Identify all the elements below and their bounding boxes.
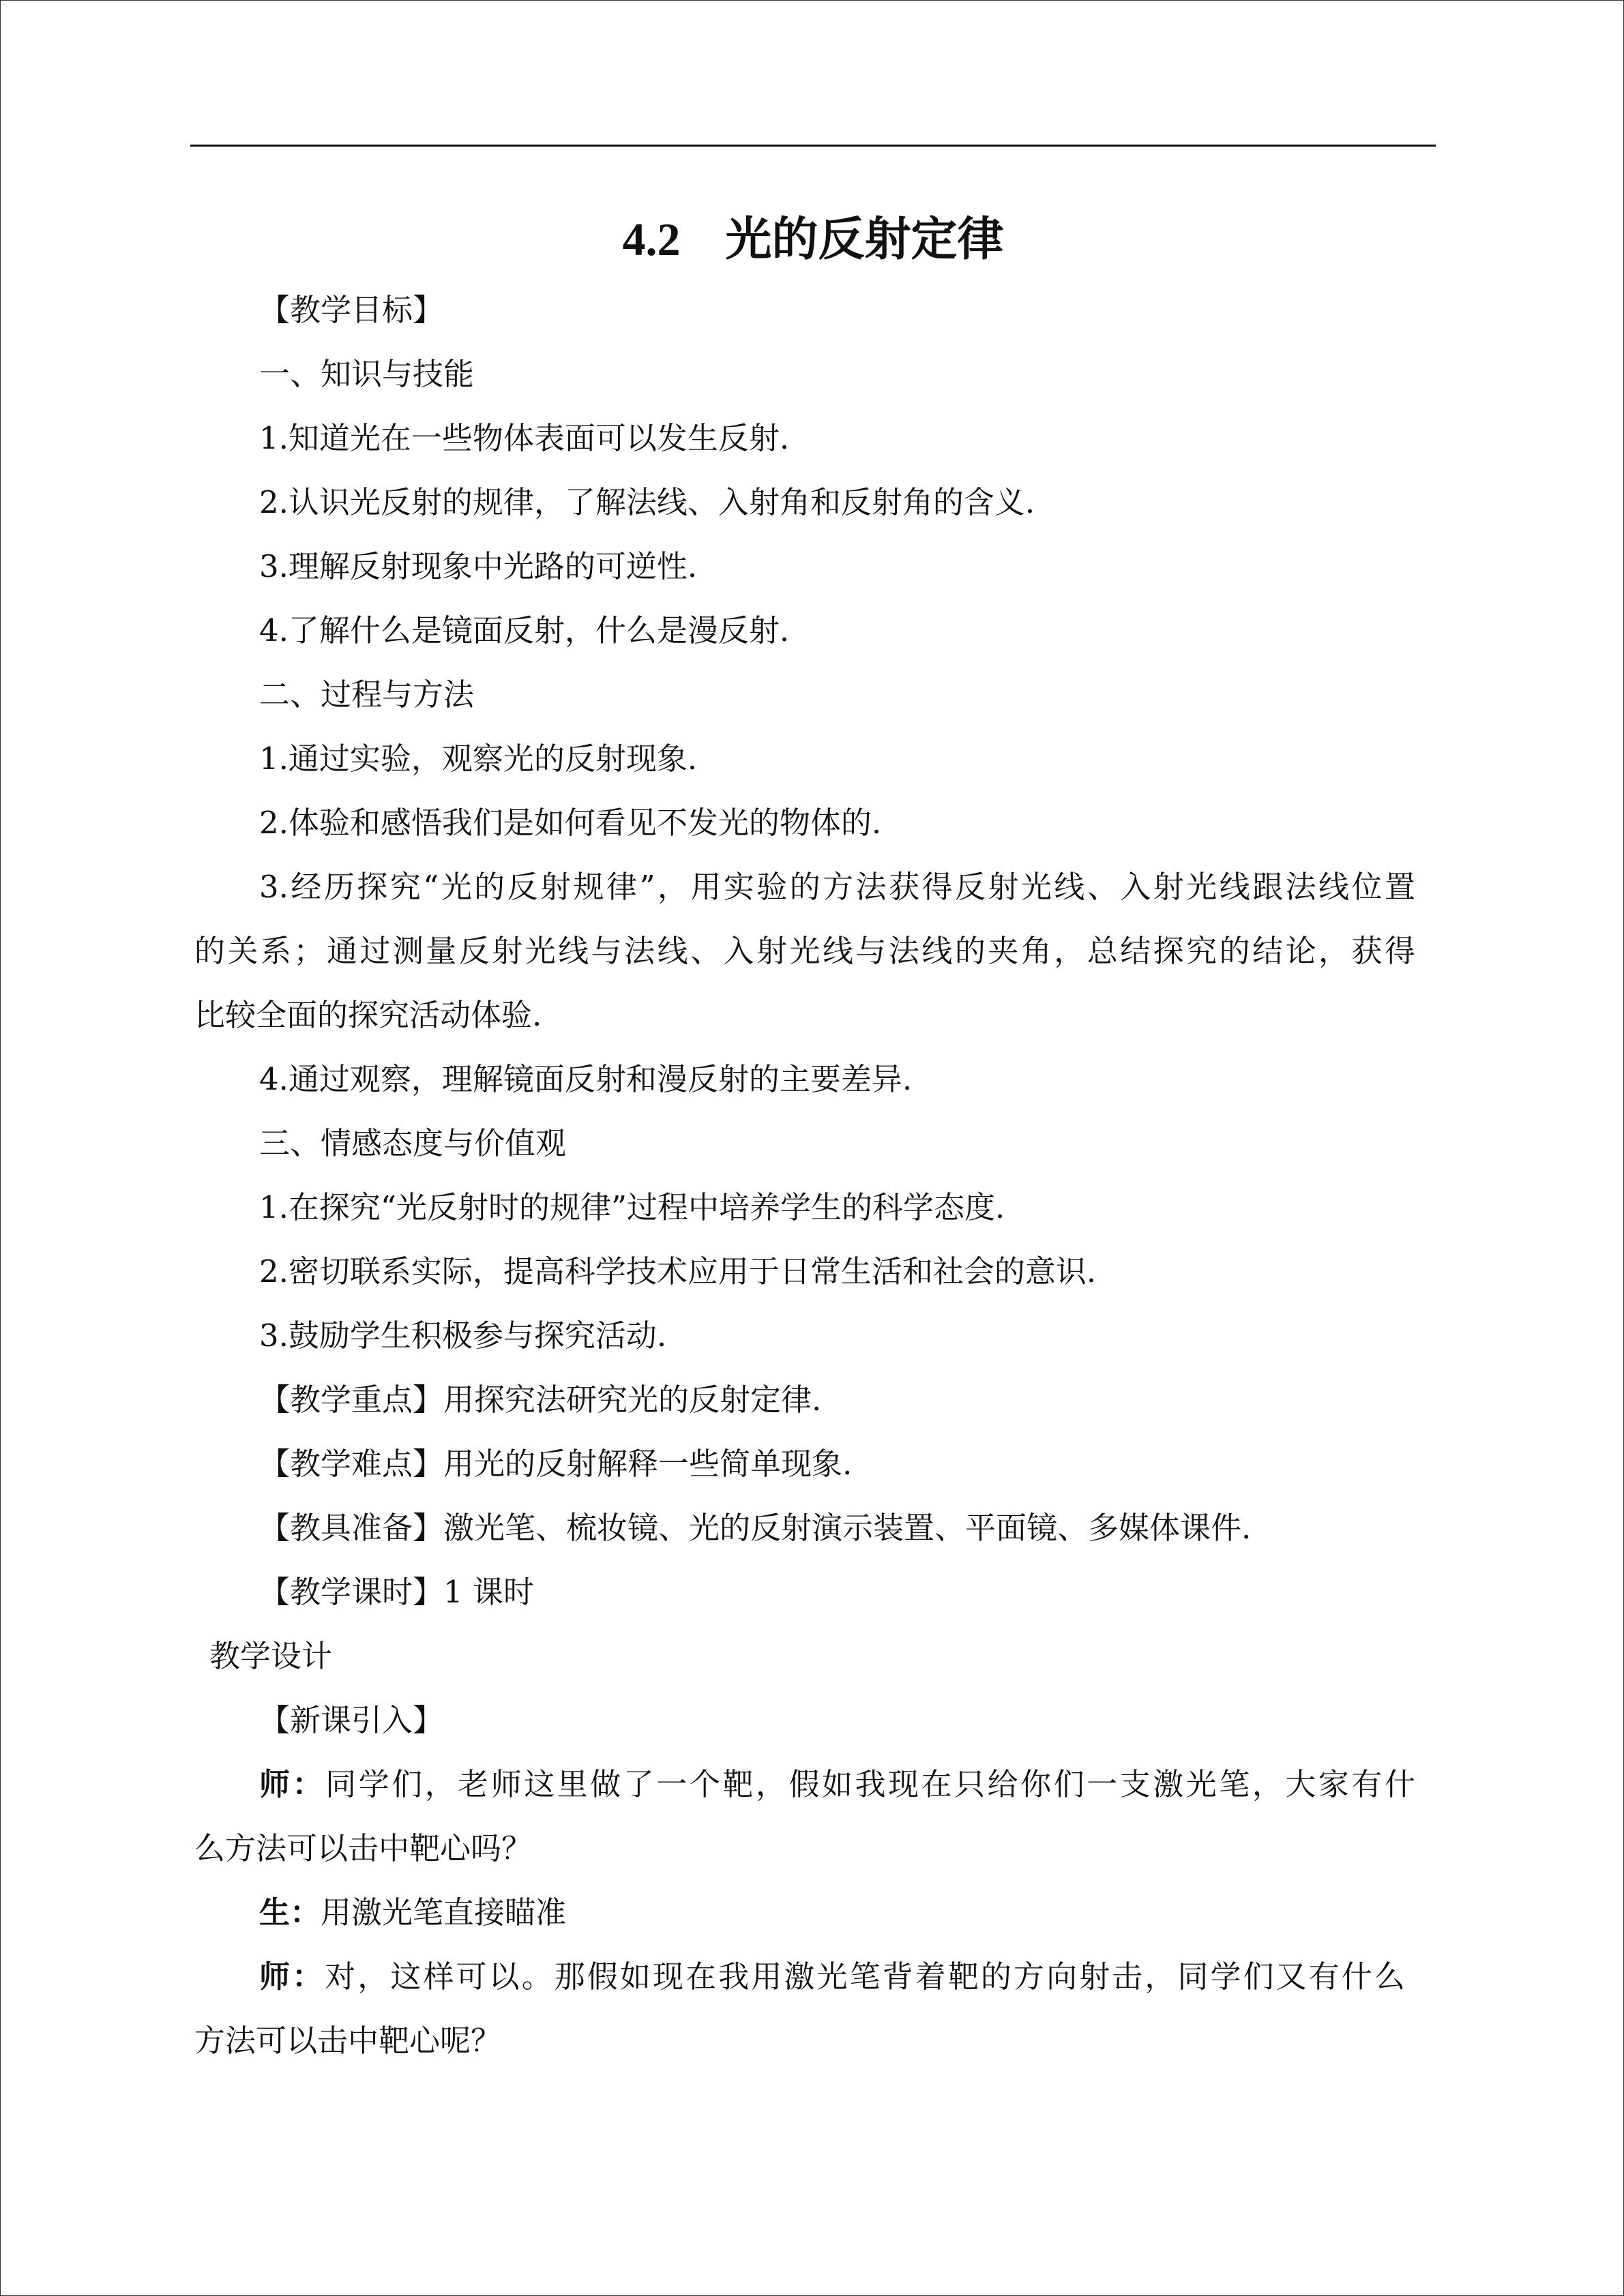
teacher-line-1-cont: 么方法可以击中靶心吗？ — [194, 1830, 533, 1866]
intro-heading: 【新课引入】 — [259, 1702, 444, 1738]
section1-heading: 一、知识与技能 — [259, 356, 475, 392]
materials: 【教具准备】激光笔、梳妆镜、光的反射演示装置、平面镜、多媒体课件. — [259, 1510, 1252, 1546]
teacher-speaker: 师： — [259, 1766, 326, 1802]
s1-item-3: 3.理解反射现象中光路的可逆性. — [259, 548, 698, 584]
s2-item-1: 1.通过实验，观察光的反射现象. — [259, 741, 698, 777]
s3-item-1: 1.在探究“光反射时的规律”过程中培养学生的科学态度. — [259, 1189, 1005, 1225]
s2-item-3-line-3: 比较全面的探究活动体验. — [194, 997, 542, 1033]
s3-item-2: 2.密切联系实际，提高科学技术应用于日常生活和社会的意识. — [259, 1253, 1097, 1289]
design-heading: 教学设计 — [209, 1638, 333, 1674]
s3-item-3: 3.鼓励学生积极参与探究活动. — [259, 1317, 667, 1354]
student-text-1: 用激光笔直接瞄准 — [321, 1894, 567, 1930]
section3-heading: 三、情感态度与价值观 — [259, 1125, 567, 1161]
key-point: 【教学重点】用探究法研究光的反射定律. — [259, 1382, 822, 1418]
teacher-line-2-cont: 方法可以击中靶心呢？ — [194, 2023, 502, 2059]
teacher-text-1: 同学们，老师这里做了一个靶，假如我现在只给你们一支激光笔，大家有什 — [325, 1766, 1415, 1802]
s1-item-1: 1.知道光在一些物体表面可以发生反射. — [259, 420, 790, 456]
difficult-point: 【教学难点】用光的反射解释一些简单现象. — [259, 1446, 853, 1482]
s2-item-3-line-1: 3.经历探究“光的反射规律”，用实验的方法获得反射光线、入射光线跟法线位置 — [259, 869, 1415, 905]
objectives-heading: 【教学目标】 — [259, 292, 444, 328]
s1-item-2: 2.认识光反射的规律，了解法线、入射角和反射角的含义. — [259, 484, 1035, 520]
s2-item-2: 2.体验和感悟我们是如何看见不发光的物体的. — [259, 805, 882, 841]
s1-item-4: 4.了解什么是镜面反射，什么是漫反射. — [259, 612, 790, 648]
teacher-line-1 — [259, 1764, 1415, 1805]
student-speaker: 生： — [259, 1894, 321, 1930]
page-title — [190, 202, 1436, 277]
s2-item-3-line-2: 的关系；通过测量反射光线与法线、入射光线与法线的夹角，总结探究的结论，获得 — [194, 933, 1415, 969]
title-number: 4.2 — [622, 213, 681, 265]
header-rule — [190, 145, 1436, 147]
student-line-1 — [259, 1892, 566, 1933]
title-text: 光的反射定律 — [725, 212, 1004, 267]
teacher-speaker-2: 师： — [259, 1958, 325, 1995]
s2-item-4: 4.通过观察，理解镜面反射和漫反射的主要差异. — [259, 1061, 913, 1097]
teacher-text-2: 对，这样可以。那假如现在我用激光笔背着靶的方向射击，同学们又有什么 — [325, 1958, 1405, 1995]
section2-heading: 二、过程与方法 — [259, 676, 475, 713]
class-hours: 【教学课时】1 课时 — [259, 1574, 534, 1610]
teacher-line-2 — [259, 1956, 1405, 1997]
